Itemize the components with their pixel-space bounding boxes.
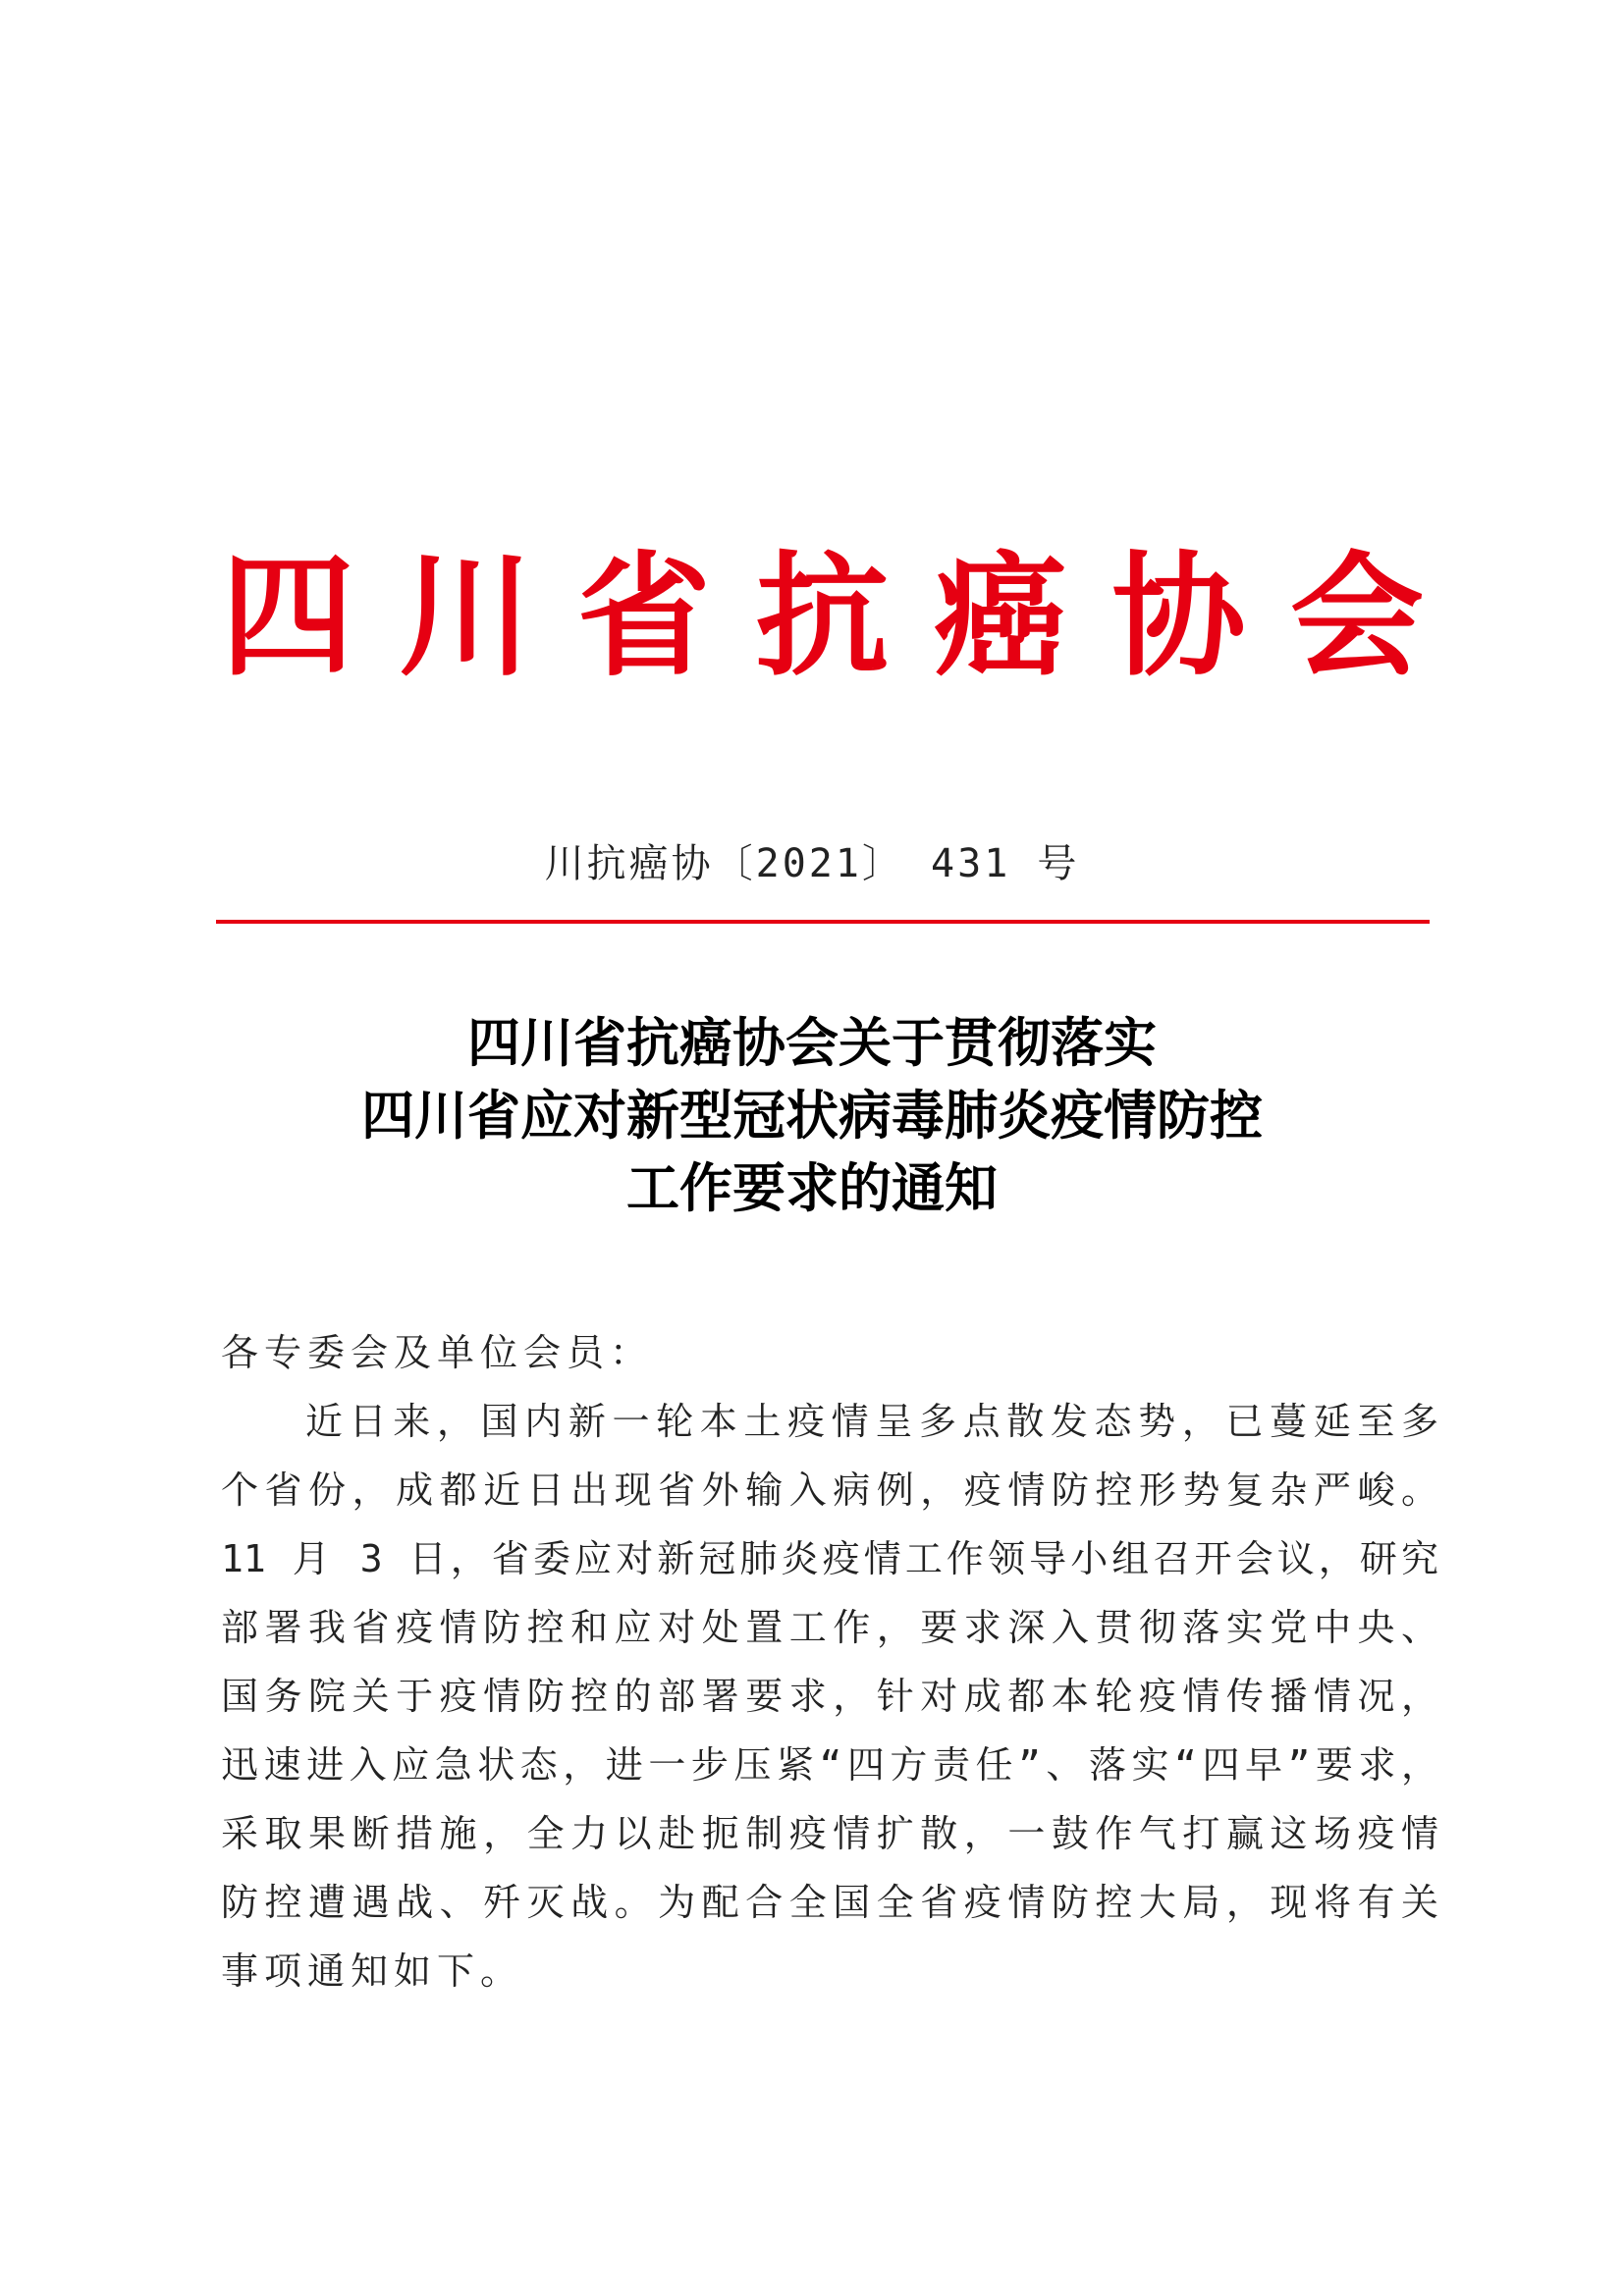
paragraph-line: 迅速进入应急状态，进一步压紧“四方责任”、落实“四早”要求， — [221, 1743, 1438, 1787]
paragraph-line: 个省份，成都近日出现省外输入病例，疫情防控形势复杂严峻。 — [221, 1468, 1438, 1512]
organization-name-char: 四 — [221, 538, 354, 695]
header-divider — [216, 920, 1430, 924]
paragraph-line: 近日来，国内新一轮本土疫情呈多点散发态势，已蔓延至多 — [305, 1400, 1438, 1443]
paragraph-line: 11 月 3 日，省委应对新冠肺炎疫情工作领导小组召开会议，研究 — [221, 1537, 1438, 1580]
organization-header — [221, 538, 1424, 695]
organization-name-char: 协 — [1111, 538, 1246, 695]
organization-name-char: 会 — [1290, 538, 1424, 695]
paragraph-line: 国务院关于疫情防控的部署要求，针对成都本轮疫情传播情况， — [221, 1675, 1438, 1718]
document-title — [0, 1006, 1624, 1224]
document-number: 川抗癌协〔2021〕 431 号 — [544, 841, 1080, 886]
body-paragraph — [221, 1387, 1438, 2005]
paragraph-line: 事项通知如下。 — [221, 1949, 524, 1993]
paragraph-line: 防控遭遇战、歼灭战。为配合全国全省疫情防控大局，现将有关 — [221, 1881, 1438, 1924]
organization-name-char: 癌 — [934, 538, 1067, 695]
salutation: 各专委会及单位会员： — [221, 1331, 654, 1374]
paragraph-line: 部署我省疫情防控和应对处置工作，要求深入贯彻落实党中央、 — [221, 1606, 1438, 1649]
paragraph-line: 采取果断措施，全力以赴扼制疫情扩散，一鼓作气打赢这场疫情 — [221, 1812, 1438, 1855]
organization-name-char: 抗 — [755, 538, 890, 695]
organization-name-char: 省 — [577, 538, 711, 695]
title-line: 工作要求的通知 — [626, 1156, 998, 1219]
title-line: 四川省抗癌协会关于贯彻落实 — [467, 1011, 1157, 1074]
title-line: 四川省应对新型冠状病毒肺炎疫情防控 — [361, 1084, 1263, 1147]
organization-name-char: 川 — [399, 538, 533, 695]
